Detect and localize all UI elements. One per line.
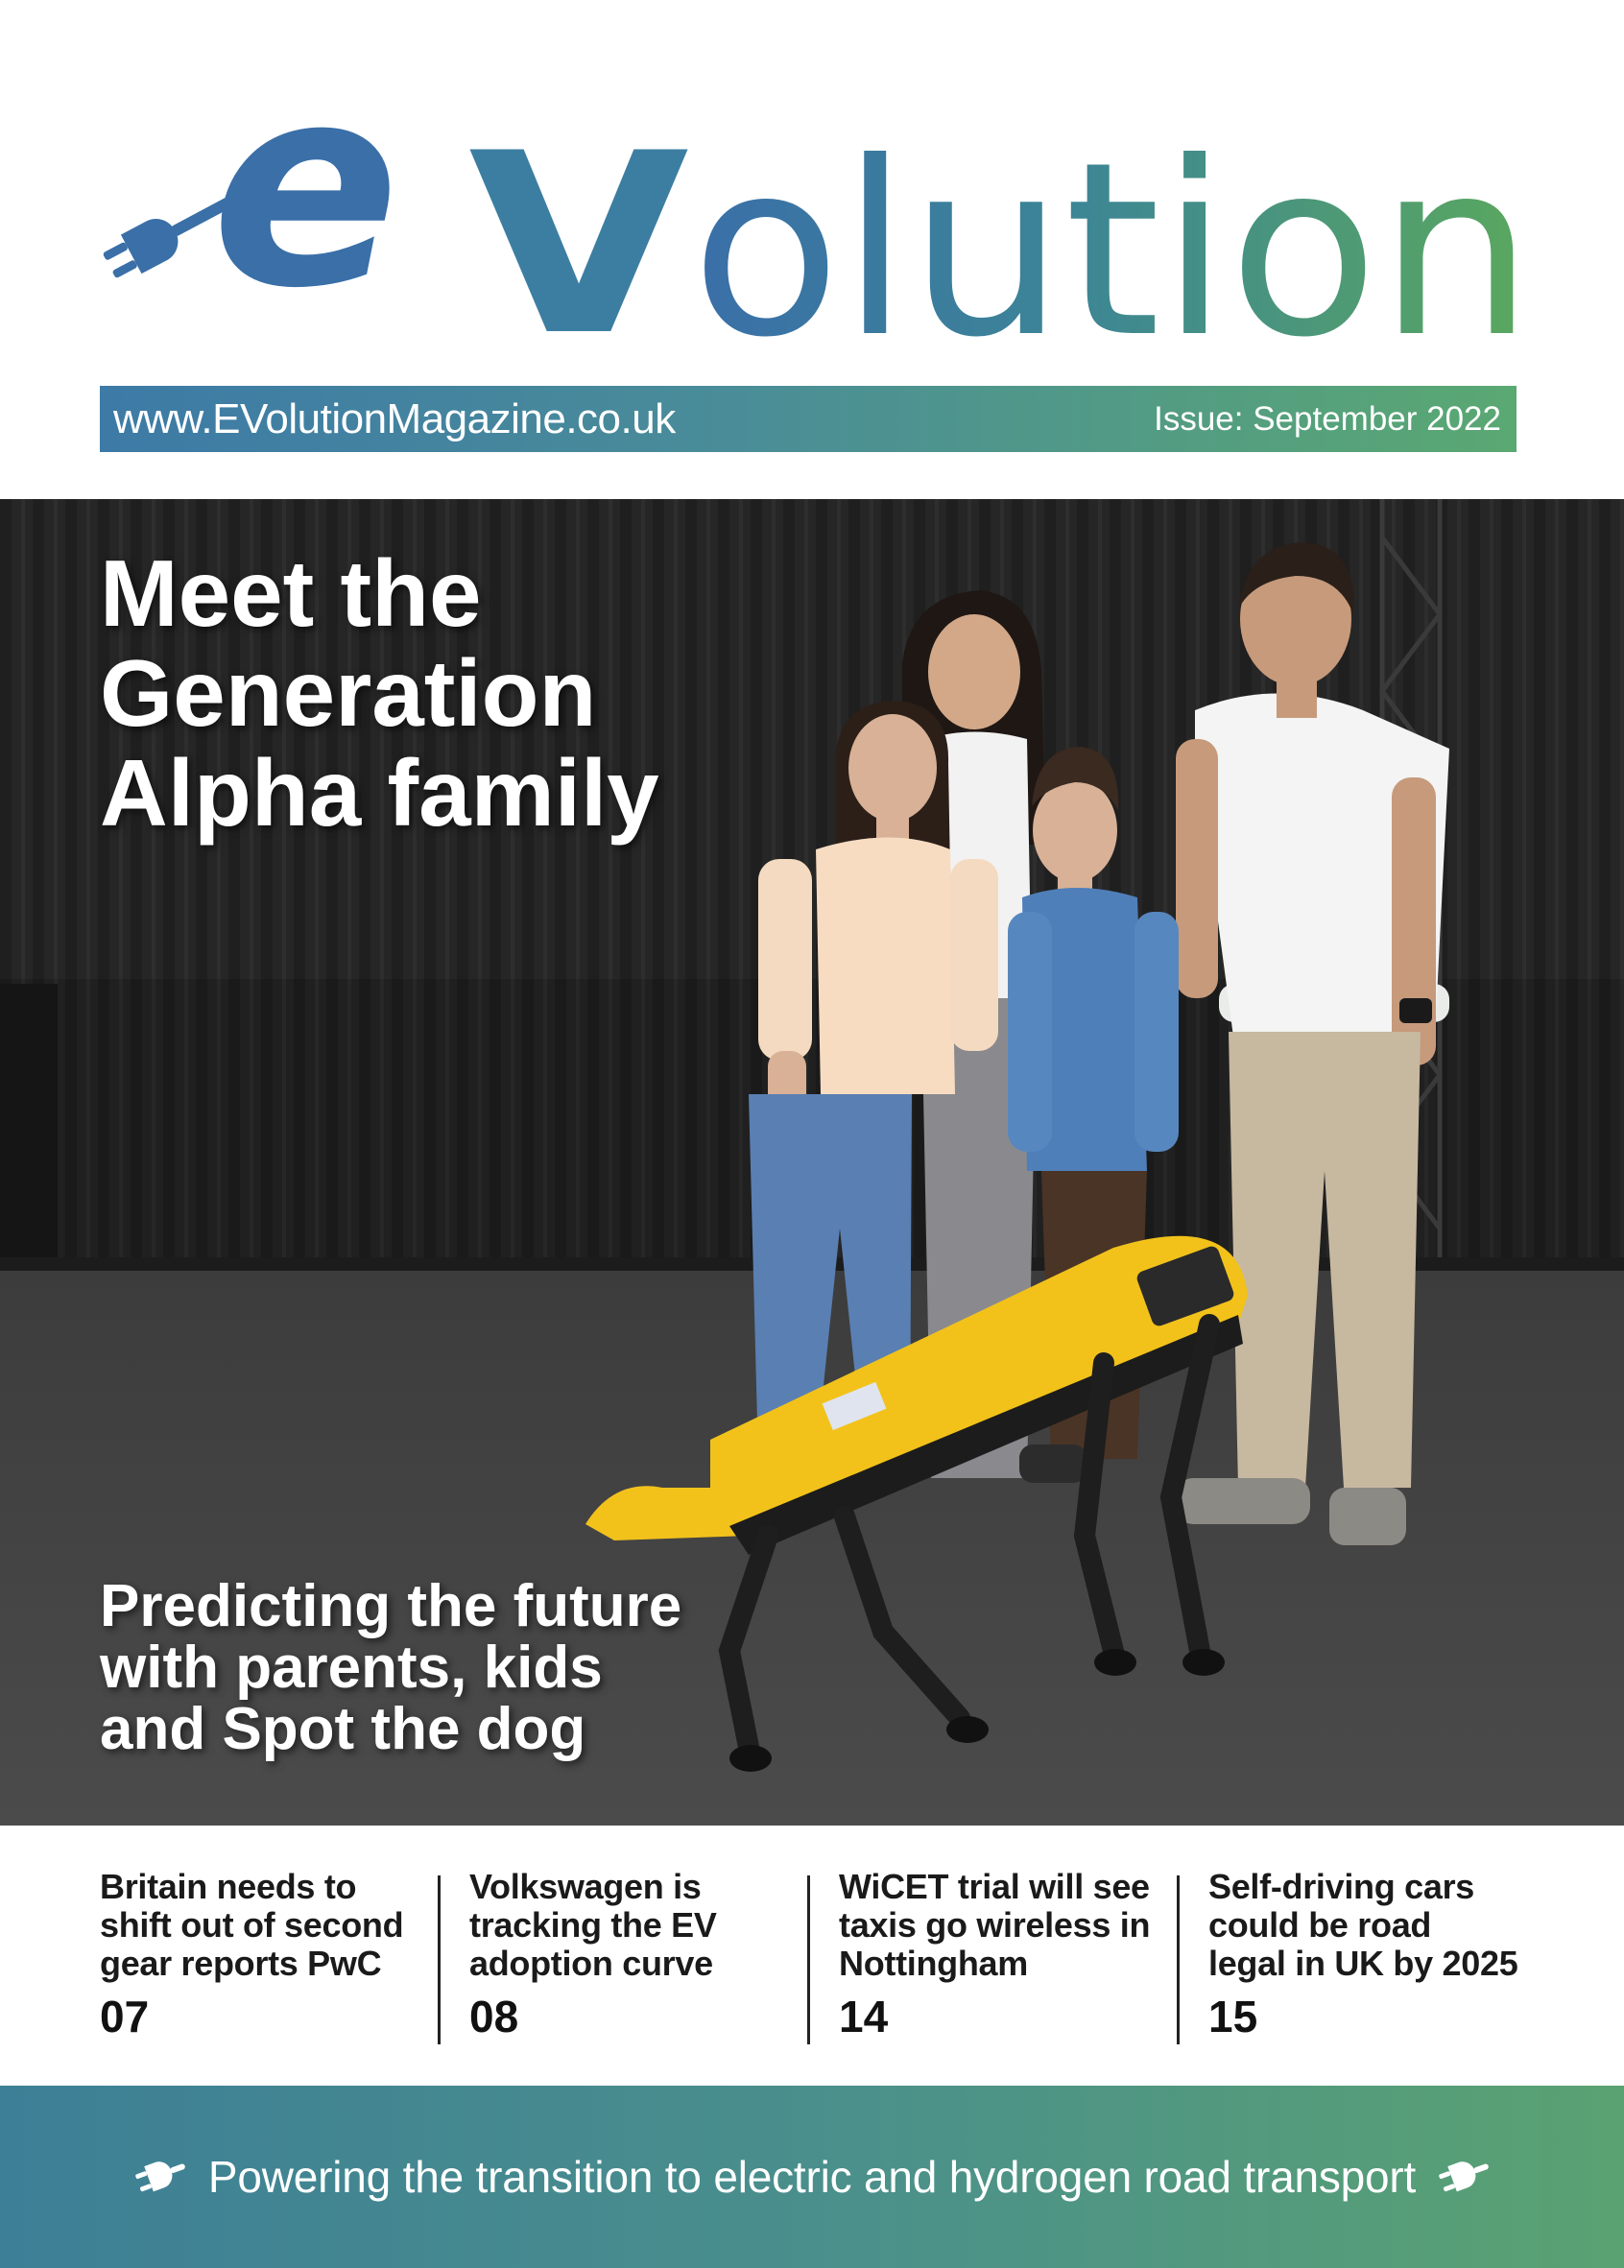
- teaser-divider: [438, 1875, 441, 2044]
- teaser-title: [469, 1868, 786, 1983]
- headline-line: Meet the: [100, 540, 482, 646]
- teaser-title-line: WiCET trial will see: [839, 1867, 1150, 1906]
- article-teasers: [100, 1868, 1540, 2041]
- teaser-title: [1208, 1868, 1525, 1983]
- issue-date: Issue: September 2022: [1154, 399, 1501, 438]
- teaser-title-line: adoption curve: [469, 1944, 713, 1983]
- teaser-title-line: Nottingham: [839, 1944, 1028, 1983]
- subheadline-line: and Spot the dog: [100, 1696, 586, 1762]
- teaser-item[interactable]: [839, 1868, 1156, 2041]
- teaser-page-number: 14: [839, 1992, 889, 2041]
- teaser-title-line: tracking the EV: [469, 1905, 717, 1945]
- tagline-row: [0, 2086, 1624, 2268]
- teaser-divider: [807, 1875, 810, 2044]
- hero-photo: [0, 499, 1624, 1826]
- website-url[interactable]: www.EVolutionMagazine.co.uk: [113, 394, 676, 442]
- teaser-item[interactable]: [100, 1868, 417, 2041]
- teaser-title-line: Volkswagen is: [469, 1867, 702, 1906]
- subheadline-line: Predicting the future: [100, 1573, 682, 1639]
- logo-olution: olution: [691, 110, 1534, 360]
- masthead: [0, 0, 1624, 480]
- headline-line: Generation: [100, 640, 597, 746]
- subheadline-line: with parents, kids: [100, 1635, 603, 1701]
- teaser-item[interactable]: [469, 1868, 786, 2041]
- teaser-title: [100, 1868, 417, 1983]
- teaser-title-line: Britain needs to: [100, 1867, 357, 1906]
- teaser-title-line: legal in UK by 2025: [1208, 1944, 1518, 1983]
- footer-band: [0, 2086, 1624, 2268]
- teaser-page-number: 07: [100, 1992, 150, 2041]
- plug-icon: [133, 2158, 187, 2196]
- teaser-title-line: could be road: [1208, 1905, 1432, 1945]
- cover-subheadline: [100, 1573, 868, 1762]
- teaser-title-line: gear reports PwC: [100, 1944, 382, 1983]
- teaser-title: [839, 1868, 1156, 1983]
- teaser-page-number: 08: [469, 1992, 519, 2041]
- teaser-title-line: shift out of second: [100, 1905, 404, 1945]
- teaser-title-line: taxis go wireless in: [839, 1905, 1151, 1945]
- cover-headline: [100, 540, 964, 846]
- evolution-logo: [77, 82, 1536, 360]
- plug-icon: [1437, 2158, 1491, 2196]
- headline-line: Alpha family: [100, 740, 659, 846]
- teaser-divider: [1177, 1875, 1180, 2044]
- teaser-page-number: 15: [1208, 1992, 1258, 2041]
- tagline: Powering the transition to electric and hydrogen road transport: [207, 2152, 1417, 2202]
- logo-e: e: [211, 82, 400, 349]
- teaser-title-line: Self-driving cars: [1208, 1867, 1474, 1906]
- teaser-item[interactable]: [1208, 1868, 1525, 2041]
- url-bar: [100, 386, 1517, 452]
- logo-v: V: [468, 101, 692, 360]
